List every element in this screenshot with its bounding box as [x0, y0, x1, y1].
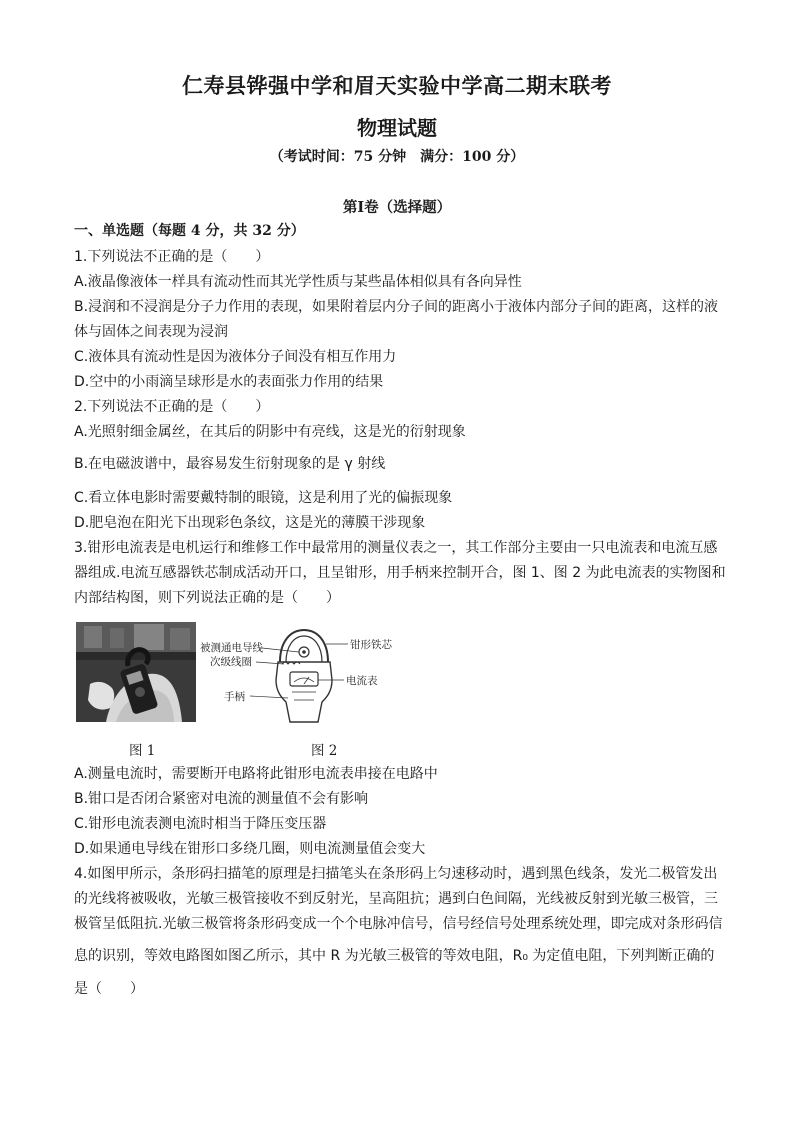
label-meter: 电流表 [346, 675, 378, 687]
clamp-meter-photo [76, 622, 196, 722]
q3-option-a: A.测量电流时，需要断开电路将此钳形电流表串接在电路中 [74, 766, 438, 782]
label-wire: 被测通电导线 [200, 642, 263, 654]
clamp-meter-structure-diagram [198, 622, 418, 724]
q3-stem-line1: 3.钳形电流表是电机运行和维修工作中最常用的测量仪表之一，其工作部分主要由一只电流表和电流互感 [74, 540, 718, 556]
q1-option-c: C.液体具有流动性是因为液体分子间没有相互作用力 [74, 349, 397, 365]
q2-stem: 2.下列说法不正确的是（ ） [74, 399, 270, 415]
q1-option-b-line1: B.浸润和不浸润是分子力作用的表现，如果附着层内分子间的距离小于液体内部分子间的距离，这样的液 [74, 299, 719, 315]
label-core: 钳形铁芯 [350, 639, 392, 651]
subject-title: 物理试题 [357, 116, 437, 140]
school-title: 仁寿县铧强中学和眉天实验中学高二期末联考 [182, 73, 612, 98]
fig2-caption: 图 2 [311, 743, 338, 759]
q4-stem-line4: 息的识别，等效电路图如图乙所示，其中 R 为光敏三极管的等效电阻，R₀ 为定值电阻，下列判断正确的 [74, 948, 715, 964]
q4-stem-line1: 4.如图甲所示，条形码扫描笔的原理是扫描笔头在条形码上匀速移动时，遇到黑色线条，发光二极管发出 [74, 866, 718, 882]
q3-option-b: B.钳口是否闭合紧密对电流的测量值不会有影响 [74, 791, 369, 807]
q4-stem-line2: 的光线将被吸收，光敏三极管接收不到反射光，呈高阻抗；遇到白色间隔，光线被反射到光敏三极管，三 [74, 891, 718, 907]
fig1-caption: 图 1 [129, 743, 156, 759]
q2-option-a: A.光照射细金属丝，在其后的阴影中有亮线，这是光的衍射现象 [74, 424, 466, 440]
volume-title: 第Ⅰ卷（选择题） [342, 199, 452, 216]
q3-stem-line3: 内部结构图，则下列说法正确的是（ ） [74, 590, 340, 606]
exam-info: （考试时间：75 分钟 满分：100 分） [269, 149, 525, 165]
label-handle: 手柄 [224, 691, 245, 703]
q4-stem-line3: 极管呈低阻抗.光敏三极管将条形码变成一个个电脉冲信号，信号经信号处理系统处理，即完成对条形码信 [74, 916, 723, 932]
q2-option-b: B.在电磁波谱中，最容易发生衍射现象的是 γ 射线 [74, 456, 386, 472]
q3-option-d: D.如果通电导线在钳形口多绕几圈，则电流测量值会变大 [74, 841, 426, 857]
q4-stem-line5: 是（ ） [74, 981, 144, 997]
q1-option-b-line2: 体与固体之间表现为浸润 [74, 324, 228, 340]
q3-option-c: C.钳形电流表测电流时相当于降压变压器 [74, 816, 327, 832]
q2-option-d: D.肥皂泡在阳光下出现彩色条纹，这是光的薄膜干涉现象 [74, 515, 426, 531]
q1-option-d: D.空中的小雨滴呈球形是水的表面张力作用的结果 [74, 374, 384, 390]
q2-option-c: C.看立体电影时需要戴特制的眼镜，这是利用了光的偏振现象 [74, 490, 453, 506]
q1-option-a: A.液晶像液体一样具有流动性而其光学性质与某些晶体相似具有各向异性 [74, 274, 522, 290]
q3-stem-line2: 器组成.电流互感器铁芯制成活动开口，且呈钳形，用手柄来控制开合，图 1、图 2 为此电流表的实物图和 [74, 565, 726, 581]
label-coil: 次级线圈 [210, 656, 252, 668]
q1-stem: 1.下列说法不正确的是（ ） [74, 249, 270, 265]
section-heading: 一、单选题（每题 4 分，共 32 分） [74, 223, 305, 239]
